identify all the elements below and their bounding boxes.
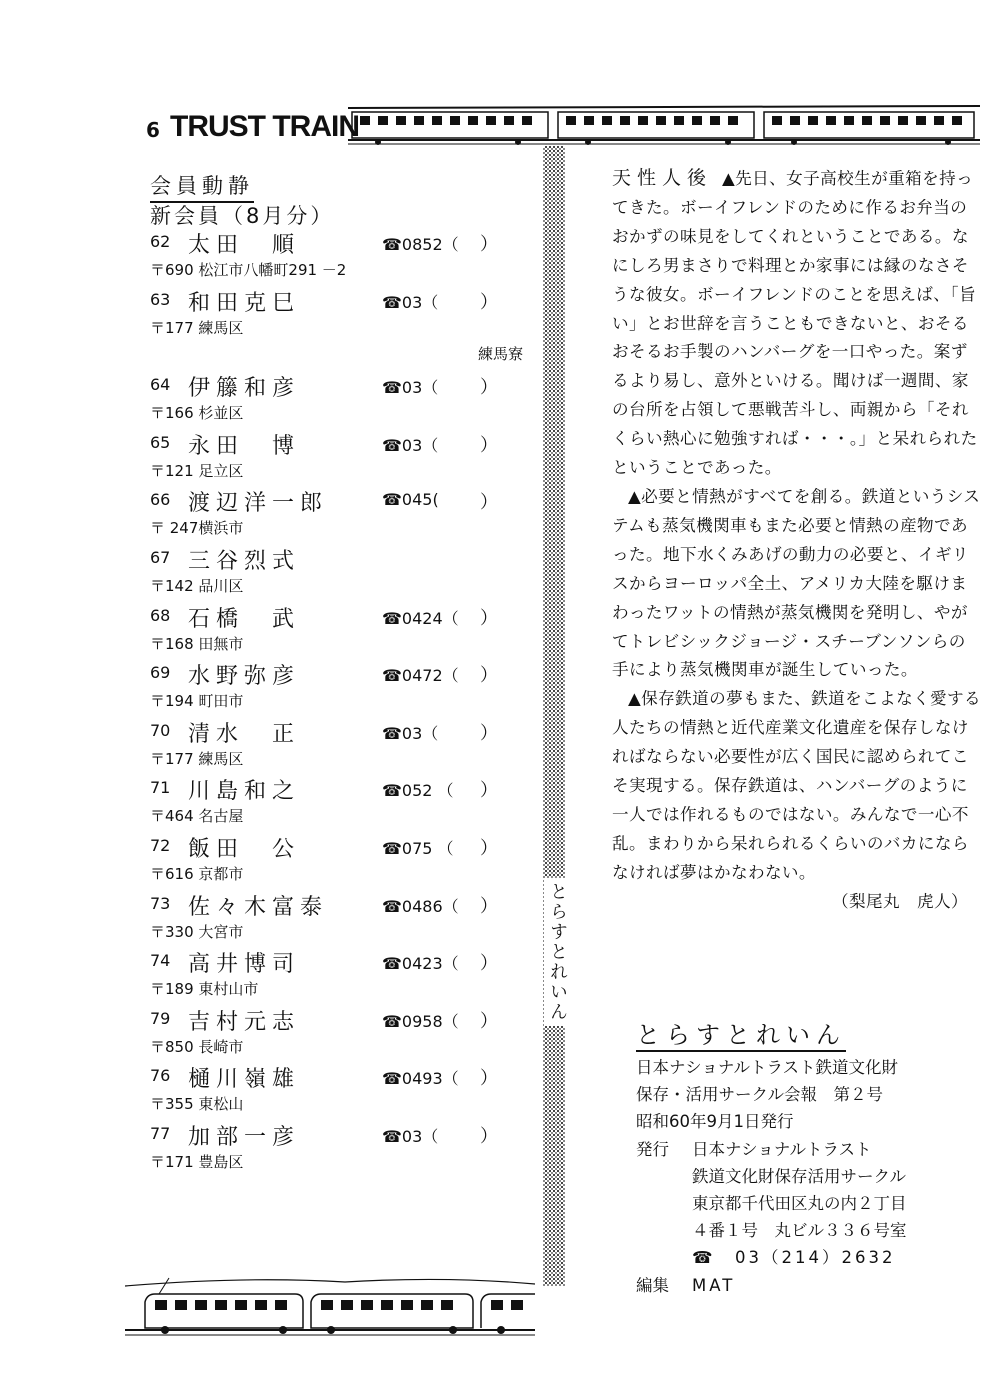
essay-paragraph-3: ▲保存鉄道の夢もまた、鉄道をこよなく愛する人たちの情熱と近代産業文化遺産を保存しなければならない必要性が広く国民に認められてこそ実現する。保存鉄道は、ハンバーグのように一人では作れるものではない。みんなで一心不乱。まわりから呆れられるくらいのバカにならなければ夢はかなわない。	[612, 689, 982, 882]
member-name: 川島和之	[188, 779, 301, 805]
colophon-line-3: 昭和60年9月1日発行	[636, 1112, 794, 1132]
member-number: 70	[150, 720, 171, 740]
member-phone-close: ）	[480, 434, 498, 456]
essay-paragraph-1	[612, 164, 982, 483]
member-phone-close: ）	[480, 291, 498, 313]
member-phone-close: ）	[480, 1010, 498, 1032]
member-address: 〒142 品川区	[150, 577, 244, 595]
members-section-title: 会員動静	[150, 170, 254, 203]
member-address: 〒177 練馬区	[150, 749, 244, 768]
member-phone-close: ）	[480, 1126, 498, 1147]
colophon-title: とらすとれいん	[636, 1020, 846, 1052]
members-subtitle: 新会員（8月分）	[150, 204, 335, 228]
colophon-line-2: 保存・活用サークル会報 第２号	[636, 1085, 884, 1105]
member-phone: ☎03（	[382, 435, 439, 455]
member-name: 永田 博	[188, 433, 301, 459]
publisher-label: 発行	[636, 1139, 669, 1159]
colophon	[636, 1020, 956, 1299]
member-phone: ☎0486（	[382, 896, 459, 916]
member-phone: ☎0493（	[382, 1069, 459, 1089]
page-number: 6	[146, 118, 160, 142]
publisher-circle: 鉄道文化財保存活用サークル	[692, 1166, 907, 1186]
member-name: 石橋 武	[188, 606, 301, 632]
publisher-address-2: ４番１号 丸ビル３３６号室	[692, 1221, 907, 1241]
member-phone: ☎045(	[382, 490, 439, 510]
member-phone-close: ）	[480, 234, 498, 255]
member-phone: ☎03（	[382, 723, 439, 743]
member-name: 佐々木富泰	[188, 894, 329, 920]
member-number: 69	[150, 663, 171, 683]
member-phone: ☎0472（	[382, 666, 459, 686]
member-number: 64	[150, 375, 171, 395]
member-phone-close: ）	[480, 780, 498, 802]
member-number: 79	[150, 1008, 171, 1028]
member-phone-close: ）	[480, 838, 498, 859]
member-address: 〒177 練馬区	[150, 318, 244, 337]
dormitory-note: 練馬寮	[478, 345, 524, 363]
member-name: 清水 正	[188, 721, 301, 747]
member-address: 〒690 松江市八幡町291 －2	[150, 261, 347, 279]
member-phone-close: ）	[480, 953, 498, 975]
member-phone: ☎03（	[382, 378, 439, 398]
member-number: 72	[150, 836, 171, 855]
member-number: 62	[150, 232, 171, 251]
member-number: 77	[150, 1124, 171, 1143]
member-address: 〒168 田無市	[150, 634, 244, 653]
member-address: 〒194 町田市	[150, 692, 244, 711]
publisher-phone: ☎ 03（214）2632	[692, 1248, 896, 1268]
divider-vertical-title: とらすとれいん	[544, 878, 570, 1026]
member-number: 74	[150, 951, 171, 971]
essay-text-1: ▲先日、女子高校生が重箱を持ってきた。ボーイフレンドのために作るお弁当のおかずの味見をしてくれということである。なにしろ男まさりで料理とか家事には縁のなさそうな彼女。ボーイフレンドのことを思えば、「旨い」とお世辞を言うこともできないと、おそるおそるお手製のハンバーグを一口やった。案ずるより易し、意外といける。聞けば一週間、家の台所を占領して悪戦苦斗し、両親から「それくらい熱心に勉強すれば・・・。」と呆れられたということであった。	[612, 169, 978, 478]
colophon-publisher	[636, 1136, 956, 1163]
member-address: 〒464 名古屋	[150, 807, 244, 826]
member-name: 加部一彦	[188, 1125, 301, 1150]
member-address: 〒616 京都市	[150, 865, 244, 883]
member-number: 67	[150, 548, 171, 567]
member-address: 〒 247横浜市	[150, 519, 244, 538]
essay-author: （梨尾丸 虎人）	[832, 891, 968, 911]
member-address: 〒189 東村山市	[150, 980, 259, 999]
member-phone: ☎0423（	[382, 954, 459, 974]
member-address: 〒171 豊島区	[150, 1153, 244, 1171]
member-number: 73	[150, 893, 171, 913]
member-number: 66	[150, 490, 171, 510]
member-number: 71	[150, 778, 171, 798]
column-divider	[541, 146, 567, 1286]
member-address: 〒166 杉並区	[150, 404, 244, 423]
member-address: 〒355 東松山	[150, 1095, 244, 1114]
member-phone-close: ）	[480, 377, 498, 399]
editor-label: 編集	[636, 1275, 669, 1295]
member-phone: ☎075 （	[382, 839, 454, 858]
editorial-essay	[612, 164, 982, 917]
member-name: 吉村元志	[188, 1009, 301, 1035]
member-phone-close: ）	[480, 1068, 498, 1090]
member-name: 渡辺洋一郎	[188, 491, 329, 517]
member-name: 伊籐和彦	[188, 376, 301, 402]
member-number: 76	[150, 1066, 171, 1086]
member-phone-close: ）	[480, 665, 498, 687]
publisher-name: 日本ナショナルトラスト	[692, 1139, 872, 1159]
member-phone-close: ）	[480, 895, 498, 917]
editor-name: MAT	[692, 1275, 736, 1295]
member-address: 〒850 長崎市	[150, 1037, 244, 1056]
member-number: 65	[150, 432, 171, 452]
member-phone-close: ）	[480, 492, 498, 514]
member-address: 〒121 足立区	[150, 461, 244, 480]
colophon-line-1: 日本ナショナルトラスト鉄道文化財	[636, 1058, 899, 1077]
member-name: 三谷烈式	[188, 549, 301, 574]
essay-heading: 天性人後	[612, 167, 713, 189]
member-name: 太田 順	[188, 233, 301, 258]
member-phone-close: ）	[480, 722, 498, 744]
essay-paragraph-2: ▲必要と情熱がすべてを創る。鉄道というシステムも蒸気機関車もまた必要と情熱の産物であった。地下水くみあげの動力の必要と、イギリスからヨーロッパ全土、アメリカ大陸を駆けまわったワットの情熱が蒸気機関を発明し、やがてトレビシックジョージ・スチーブンソンらの手により蒸気機関車が誕生していった。	[612, 486, 981, 680]
colophon-editor	[636, 1272, 956, 1299]
member-phone-close: ）	[480, 607, 498, 629]
member-name: 水野弥彦	[188, 664, 301, 690]
member-name: 高井博司	[188, 952, 301, 978]
member-phone: ☎03（	[382, 292, 439, 312]
member-phone: ☎0852（	[382, 235, 459, 254]
member-number: 63	[150, 289, 171, 309]
member-name: 飯田 公	[188, 837, 301, 862]
train-banner-illustration	[348, 100, 980, 152]
magazine-title: TRUST TRAIN	[170, 110, 359, 143]
member-phone: ☎052 （	[382, 781, 454, 801]
member-phone: ☎0424（	[382, 608, 459, 628]
member-phone: ☎03（	[382, 1127, 439, 1146]
member-phone: ☎0958（	[382, 1011, 459, 1031]
member-address: 〒330 大宮市	[150, 922, 244, 941]
member-name: 和田克巳	[188, 290, 301, 316]
publisher-address-1: 東京都千代田区丸の内２丁目	[692, 1194, 907, 1214]
member-number: 68	[150, 605, 171, 625]
train-illustration-bottom	[125, 1272, 535, 1342]
member-name: 樋川嶺雄	[188, 1067, 301, 1093]
